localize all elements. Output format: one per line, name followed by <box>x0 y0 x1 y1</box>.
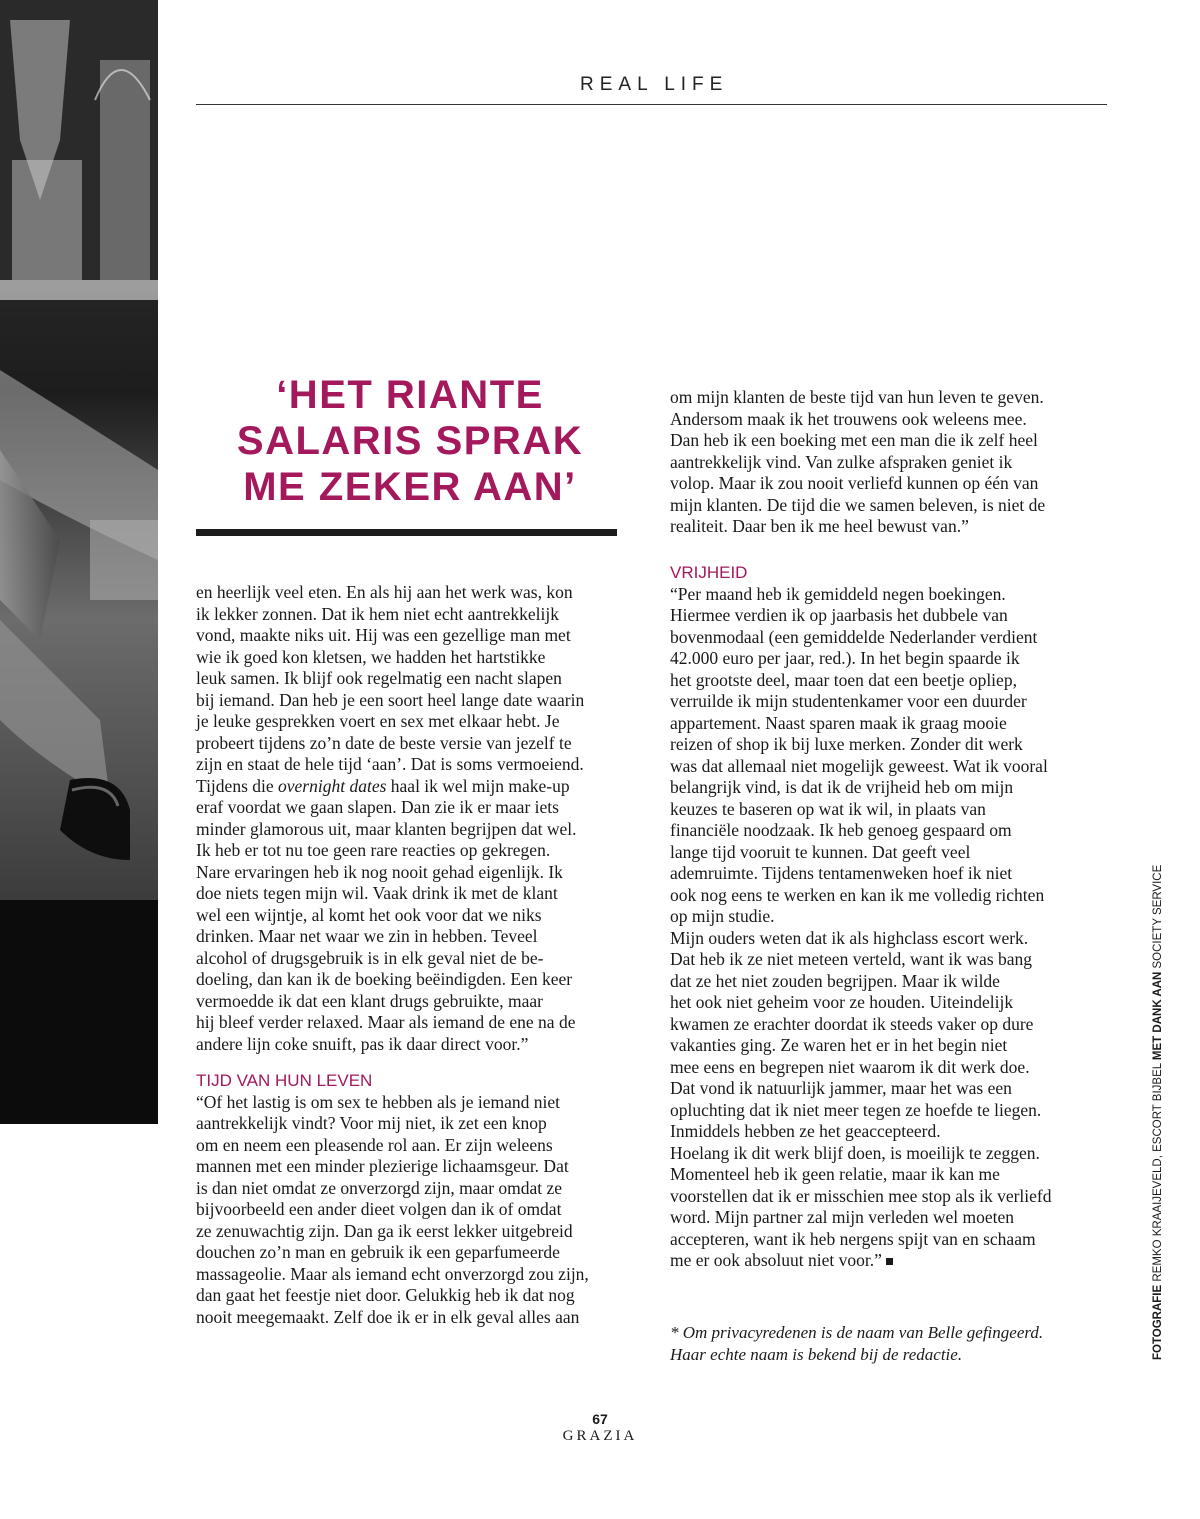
body-line: appartement. Naast sparen maak ik graag mooie <box>670 712 1007 733</box>
body-line: volop. Maar ik zou nooit verliefd kunnen op één van <box>670 473 1039 493</box>
body-line: andere lijn coke snuift, pas ik daar direct voor.” <box>196 1033 529 1054</box>
body-line: opluchting dat ik niet meer tegen ze hoefde te liegen. <box>670 1099 1042 1120</box>
body-line: was dat allemaal niet mogelijk geweest. Wat ik vooral <box>670 755 1048 776</box>
credit-label: MET DANK AAN <box>1152 971 1164 1061</box>
body-line: wie ik goed kon kletsen, we hadden het hartstikke <box>196 646 546 667</box>
body-line: reizen of shop ik bij luxe merken. Zonder dit werk <box>670 734 1023 754</box>
body-line: Inmiddels hebben ze het geaccepteerd. <box>670 1121 941 1141</box>
credit-text: REMKO KRAAIJEVELD, ESCORT BIJBEL <box>1152 1060 1164 1285</box>
body-line: kwamen ze erachter doordat ik steeds vaker op dure <box>670 1013 1034 1034</box>
body-line: wel een wijntje, al komt het ook voor dat we niks <box>196 904 542 925</box>
photo-credit <box>1152 865 1164 1360</box>
body-line: probeert tijdens zo’n date de beste versie van jezelf te <box>196 732 572 753</box>
body-line: en heerlijk veel eten. En als hij aan het werk was, kon <box>196 582 573 602</box>
left-column <box>196 582 636 1328</box>
body-line: hij bleef verder relaxed. Maar als iemand de ene na de <box>196 1012 576 1032</box>
body-line: vond, maakte niks uit. Hij was een gezellige man met <box>196 625 571 645</box>
body-line: Ik heb er tot nu toe geen rare reacties op gekregen. <box>196 840 551 860</box>
right-column-top <box>670 387 1115 538</box>
article-photo <box>0 0 158 1124</box>
body-line: massageolie. Maar als iemand echt onverzorgd zou zijn, <box>196 1263 589 1284</box>
body-line: ze zenuwachtig zijn. Dan ga ik eerst lekker uitgebreid <box>196 1220 573 1241</box>
pullquote-line: ‘HET RIANTE <box>276 373 544 417</box>
text-segment: Tijdens die <box>196 775 279 796</box>
page-number: 67 <box>592 1411 608 1427</box>
body-line: verruilde ik mijn studentenkamer voor een duurder <box>670 691 1027 711</box>
body-line: vakanties ging. Ze waren het er in het begin niet <box>670 1035 1008 1055</box>
pullquote-rule <box>196 529 617 536</box>
body-line: op mijn studie. <box>670 906 775 926</box>
body-line: Dat vond ik natuurlijk jammer, maar het was een <box>670 1078 1012 1098</box>
body-line: keuzes te baseren op wat ik wil, in plaats van <box>670 798 986 819</box>
body-line: het ook niet geheim voor ze houden. Uiteindelijk <box>670 992 1014 1012</box>
body-line: mijn klanten. De tijd die we samen beleven, is niet de <box>670 494 1046 515</box>
body-line: aantrekkelijk vind. Van zulke afspraken geniet ik <box>670 451 1013 472</box>
credit-label: FOTOGRAFIE <box>1152 1284 1164 1360</box>
body-line: minder glamorous uit, maar klanten begrijpen dat wel. <box>196 818 577 839</box>
body-line: ademruimte. Tijdens tentamenweken hoef ik niet <box>670 863 1013 883</box>
body-line: voorstellen dat ik er misschien mee stop als ik verliefd <box>670 1185 1052 1206</box>
pullquote-line: ME ZEKER AAN’ <box>243 465 577 509</box>
body-line: bijvoorbeeld een ander dieet volgen dan ik of omdat <box>196 1199 562 1219</box>
header-rule <box>196 104 1107 105</box>
body-line: Momenteel heb ik geen relatie, maar ik kan me <box>670 1164 1000 1184</box>
spacer <box>196 1055 636 1070</box>
pullquote-line: SALARIS SPRAK <box>236 419 584 463</box>
body-line: accepteren, want ik heb nergens spijt van en schaam <box>670 1228 1036 1249</box>
body-line: is dan niet omdat ze onverzorgd zijn, maar omdat ze <box>196 1177 563 1198</box>
magazine-name: GRAZIA <box>562 1428 638 1444</box>
body-line: Hoelang ik dit werk blijf doen, is moeilijk te zeggen. <box>670 1142 1040 1163</box>
body-line: bovenmodaal (een gemiddelde Nederlander verdient <box>670 626 1038 647</box>
body-line: financiële noodzaak. Ik heb genoeg gespaard om <box>670 820 1012 840</box>
footnote-line: Haar echte naam is bekend bij de redactie. <box>670 1344 963 1364</box>
body-line: om en neem een pleasende rol aan. Er zijn weleens <box>196 1134 553 1155</box>
body-line: realiteit. Daar ben ik me heel bewust van.” <box>670 516 969 536</box>
body-line: word. Mijn partner zal mijn verleden wel moeten <box>670 1207 1015 1227</box>
body-line: leuk samen. Ik blijf ook regelmatig een nacht slapen <box>196 668 562 688</box>
pullquote <box>200 372 620 510</box>
body-line: vermoedde ik dat een klant drugs gebruikte, maar <box>196 990 543 1011</box>
body-line: doeling, dan kan ik de boeking beëindigden. Een keer <box>196 969 573 989</box>
body-line: drinken. Maar net waar we zin in hebben. Teveel <box>196 926 538 946</box>
footnote <box>670 1322 1090 1365</box>
body-line: lange tijd vooruit te kunnen. Dat geeft veel <box>670 841 971 862</box>
subheading: TIJD VAN HUN LEVEN <box>196 1071 373 1090</box>
body-line: 42.000 euro per jaar, red.). In het begin spaarde ik <box>670 648 1020 668</box>
body-line: om mijn klanten de beste tijd van hun leven te geven. <box>670 387 1044 407</box>
text-segment: haal ik wel mijn make-up <box>386 775 570 796</box>
body-line: dat ze het niet zouden begrijpen. Maar ik wilde <box>670 970 1000 991</box>
body-line-with-italic <box>196 776 636 798</box>
body-line: aantrekkelijk vindt? Voor mij niet, ik zet een knop <box>196 1113 547 1133</box>
body-line: mee eens en begrepen niet waarom ik dit werk doe. <box>670 1056 1030 1077</box>
body-line: Hiermee verdien ik op jaarbasis het dubbele van <box>670 605 1008 625</box>
body-line: bij iemand. Dan heb je een soort heel lange date waarin <box>196 689 585 710</box>
right-column <box>670 562 1115 1272</box>
body-line: zijn en staat de hele tijd ‘aan’. Dat is soms vermoeiend. <box>196 754 584 774</box>
body-text: me er ook absoluut niet voor.” <box>670 1250 882 1270</box>
body-line: dan gaat het feestje niet door. Gelukkig heb ik dat nog <box>196 1285 575 1305</box>
body-line: “Per maand heb ik gemiddeld negen boekingen. <box>670 583 1006 604</box>
body-line-last <box>670 1250 1115 1272</box>
credit-text: SOCIETY SERVICE <box>1152 864 1164 972</box>
footnote-line: * Om privacyredenen is de naam van Belle gefingeerd. <box>670 1323 1044 1342</box>
body-line: nooit meegemaakt. Zelf doe ik er in elk geval alles aan <box>196 1306 580 1327</box>
body-line: alcohol of drugsgebruik is in elk geval niet de be- <box>196 947 544 968</box>
body-line: Dat heb ik ze niet meteen verteld, want ik was bang <box>670 949 1033 969</box>
italic-term: overnight dates <box>278 775 387 796</box>
body-line: Nare ervaringen heb ik nog nooit gehad eigenlijk. Ik <box>196 861 563 882</box>
body-line: Andersom maak ik het trouwens ook weleens mee. <box>670 408 1027 429</box>
body-line: ik lekker zonnen. Dat ik hem niet echt aantrekkelijk <box>196 603 559 624</box>
end-mark-icon <box>886 1258 893 1265</box>
body-line: je leuke gesprekken voert en sex met elkaar hebt. Je <box>196 711 560 731</box>
body-line: het grootste deel, maar toen dat een beetje opliep, <box>670 669 1017 690</box>
body-line: eraf voordat we gaan slapen. Dan zie ik er maar iets <box>196 797 559 817</box>
body-line: Dan heb ik een boeking met een man die ik zelf heel <box>670 430 1038 450</box>
body-line: “Of het lastig is om sex te hebben als je iemand niet <box>196 1091 560 1112</box>
body-line: douchen zo’n man en gebruik ik een geparfumeerde <box>196 1242 560 1262</box>
body-line: mannen met een minder plezierige lichaamsgeur. Dat <box>196 1156 569 1176</box>
body-line: doe niets tegen mijn wil. Vaak drink ik met de klant <box>196 883 558 903</box>
section-header: REAL LIFE <box>580 74 729 95</box>
subheading: VRIJHEID <box>670 563 748 582</box>
body-line: Mijn ouders weten dat ik als highclass escort werk. <box>670 927 1029 948</box>
body-line: ook nog eens te werken en kan ik me volledig richten <box>670 884 1045 905</box>
body-line: belangrijk vind, is dat ik de vrijheid heb om mijn <box>670 777 1014 797</box>
